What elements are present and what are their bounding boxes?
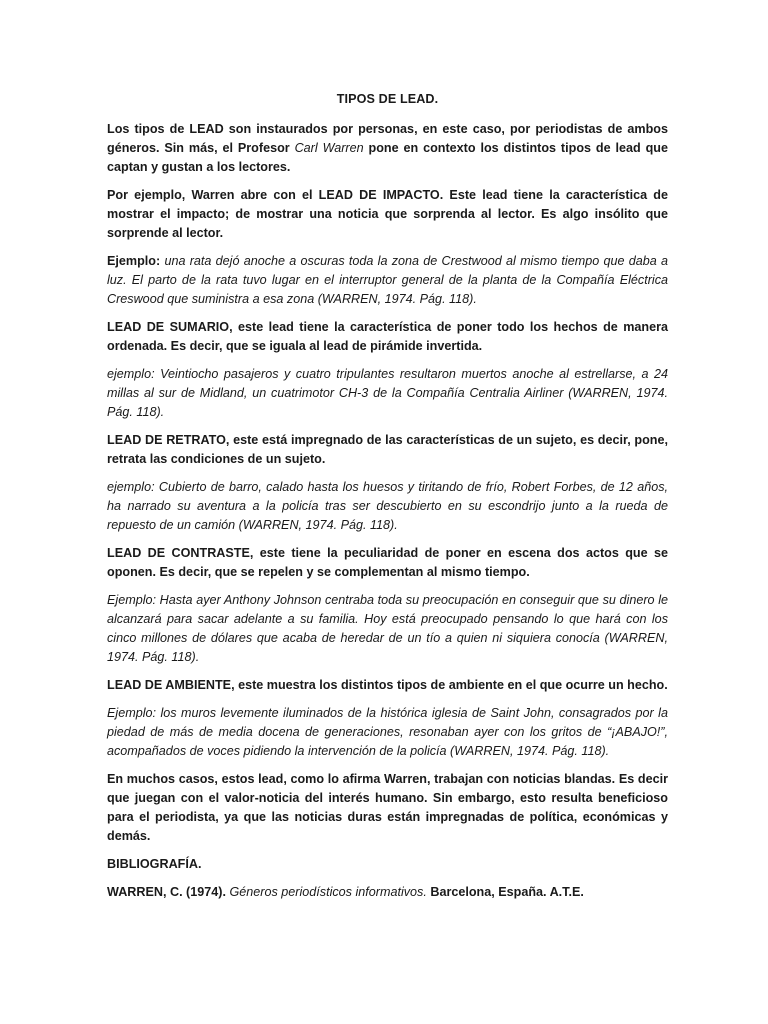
example-text: una rata dejó anoche a oscuras toda la zona de Crestwood al mismo tiempo que daba a luz. El parto de la rata tuvo lugar en el interruptor general de la planta de la Compañía Eléctrica Creswood que suministra a esa zona (WARREN, 1974. Pág. 118). <box>107 254 668 306</box>
bibliography-work-title: Géneros periodísticos informativos. <box>229 885 427 899</box>
bibliography-heading: BIBLIOGRAFÍA. <box>107 857 202 871</box>
document-title: TIPOS DE LEAD. <box>336 92 439 106</box>
lead-contraste-paragraph: LEAD DE CONTRASTE, este tiene la peculiaridad de poner en escena dos actos que se oponen. Es decir, que se repelen y se complementan al mismo tiempo. <box>107 546 668 579</box>
intro-text-end: pone en contexto los distintos tipos de lead que captan y gustan a los lectores. <box>107 141 668 174</box>
lead-ambiente-example: Ejemplo: los muros levemente iluminados de la histórica iglesia de Saint John, consagrados por la piedad de más de media docena de generaciones, resonaban ayer con los gritos de “¡ABAJO!”, acompañados de voces pidiendo la intervención de la policía (WARREN, 1974. Pág. 118). <box>107 706 668 758</box>
intro-paragraph <box>107 120 668 177</box>
bibliography-author: WARREN, C. (1974). <box>107 885 230 899</box>
lead-retrato-paragraph: LEAD DE RETRATO, este está impregnado de las características de un sujeto, es decir, pone, retrata las condiciones de un sujeto. <box>107 433 668 466</box>
bibliography-entry <box>107 883 668 902</box>
lead-sumario-paragraph: LEAD DE SUMARIO, este lead tiene la característica de poner todo los hechos de manera ordenada. Es decir, que se iguala al lead de pirámide invertida. <box>107 320 668 353</box>
lead-ambiente-paragraph: LEAD DE AMBIENTE, este muestra los distintos tipos de ambiente en el que ocurre un hecho. <box>107 678 668 692</box>
lead-sumario-example: ejemplo: Veintiocho pasajeros y cuatro tripulantes resultaron muertos anoche al estrellarse, a 24 millas al sur de Midland, un cuatrimotor CH-3 de la Compañía Centralia Airliner (WARREN, 1974. Pág. 118). <box>107 367 668 419</box>
example-label: Ejemplo: <box>107 254 161 268</box>
lead-contraste-example: Ejemplo: Hasta ayer Anthony Johnson centraba toda su preocupación en conseguir que su dinero le alcanzará para sacar adelante a su familia. Hoy está preocupado pensando lo que hará con los cinco millones de dólares que acaba de heredar de un tío a quien ni siquiera conocía (WARREN, 1974. Pág. 118). <box>107 593 668 664</box>
lead-impacto-paragraph: Por ejemplo, Warren abre con el LEAD DE IMPACTO. Este lead tiene la característica de mostrar el impacto; de mostrar una noticia que sorprenda al lector. Es algo insólito que sorprende al lector. <box>107 188 668 240</box>
conclusion-paragraph: En muchos casos, estos lead, como lo afirma Warren, trabajan con noticias blandas. Es decir que juegan con el valor-noticia del interés humano. Sin embargo, esto resulta beneficioso para el periodista, ya que las noticias duras están impregnadas de política, económicas y demás. <box>107 772 668 843</box>
lead-retrato-example: ejemplo: Cubierto de barro, calado hasta los huesos y tiritando de frío, Robert Forbes, de 12 años, ha narrado su aventura a la policía tras ser descubierto en su escondrijo junto a la rueda de repuesto de un camión (WARREN, 1974. Pág. 118). <box>107 480 668 532</box>
author-name: Carl Warren <box>294 141 364 155</box>
bibliography-publisher: Barcelona, España. A.T.E. <box>426 885 584 899</box>
lead-impacto-example <box>107 252 668 309</box>
intro-text-start: Los tipos de LEAD son instaurados por personas, en este caso, por periodistas de ambos géneros. Sin más, el Profesor <box>107 122 668 155</box>
